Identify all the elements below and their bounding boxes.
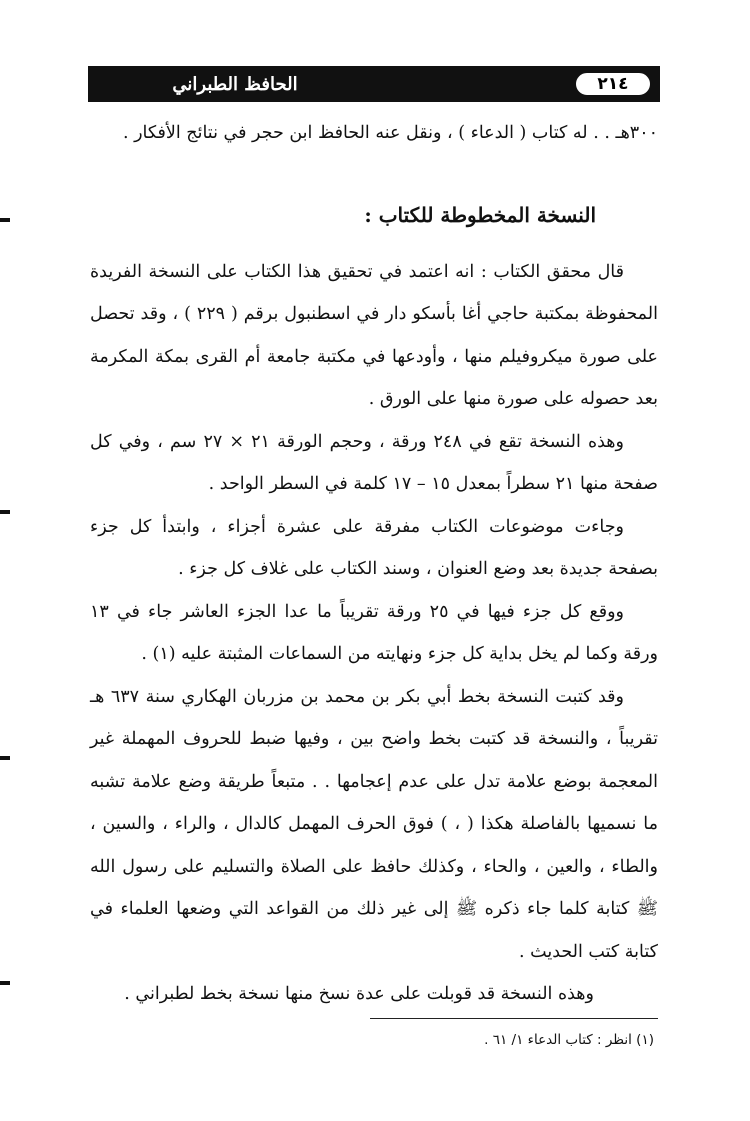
paragraph-2: وهذه النسخة تقع في ٢٤٨ ورقة ، وحجم الورقة ٢١ × ٢٧ سم ، وفي كل صفحة منها ٢١ سطراً بمعدل ١٥ – ١٧ كلمة في السطر الواحد .	[90, 431, 658, 494]
paragraph-5: وقد كتبت النسخة بخط أبي بكر بن محمد بن مزربان الهكاري سنة ٦٣٧ هـ تقريباً ، والنسخة قد كتبت بخط واضح بين ، وفيها ضبط للحروف المهملة غير المعجمة بوضع علامة تدل على عدم إعجامها . . متبعاً طريقة وضع علامة تشبه ما نسميها بالفاصلة هكذا ( ، ) فوق الحرف المهمل كالدال ، والراء ، والسين ، والطاء ، والعين ، والحاء ، وكذلك حافظ على الصلاة والتسليم على رسول الله ﷺ كتابة كلما جاء ذكره ﷺ إلى غير ذلك من القواعد التي وضعها العلماء في كتابة كتب الحديث .	[90, 686, 658, 962]
paragraph-1: قال محقق الكتاب : انه اعتمد في تحقيق هذا الكتاب على النسخة الفريدة المحفوظة بمكتبة حاجي أغا بأسكو دار في اسطنبول برقم ( ٢٢٩ ) ، وقد تحصل على صورة ميكروفيلم منها ، وأودعها في مكتبة جامعة أم القرى بمكة المكرمة بعد حصوله على صورة منها على الورق .	[90, 261, 658, 409]
margin-tick-mark	[0, 510, 10, 514]
paragraph-4: ووقع كل جزء فيها في ٢٥ ورقة تقريباً ما عدا الجزء العاشر جاء في ١٣ ورقة وكما لم يخل بداية كل جزء ونهايته من السماعات المثبتة عليه (١) .	[90, 601, 658, 664]
footnote: (١) انظر : كتاب الدعاء ١/ ٦١ .	[484, 1032, 654, 1048]
footnote-divider	[370, 1018, 658, 1019]
margin-tick-mark	[0, 756, 10, 760]
page-header-bar	[88, 66, 660, 102]
page-body	[90, 112, 658, 1016]
page-number: ٢١٤	[576, 73, 650, 95]
running-title: الحافظ الطبراني	[172, 74, 298, 95]
paragraph-3: وجاءت موضوعات الكتاب مفرقة على عشرة أجزاء ، وابتدأ كل جزء بصفحة جديدة بعد وضع العنوان ، وسند الكتاب على غلاف كل جزء .	[90, 516, 658, 579]
section-heading: النسخة المخطوطة للكتاب :	[364, 202, 596, 227]
paragraph-6: وهذه النسخة قد قوبلت على عدة نسخ منها نسخة بخط لطبراني .	[124, 984, 594, 1004]
intro-line: ٣٠٠هـ . . له كتاب ( الدعاء ) ، ونقل عنه الحافظ ابن حجر في نتائج الأفكار .	[122, 123, 658, 143]
margin-tick-mark	[0, 981, 10, 985]
margin-tick-mark	[0, 218, 10, 222]
